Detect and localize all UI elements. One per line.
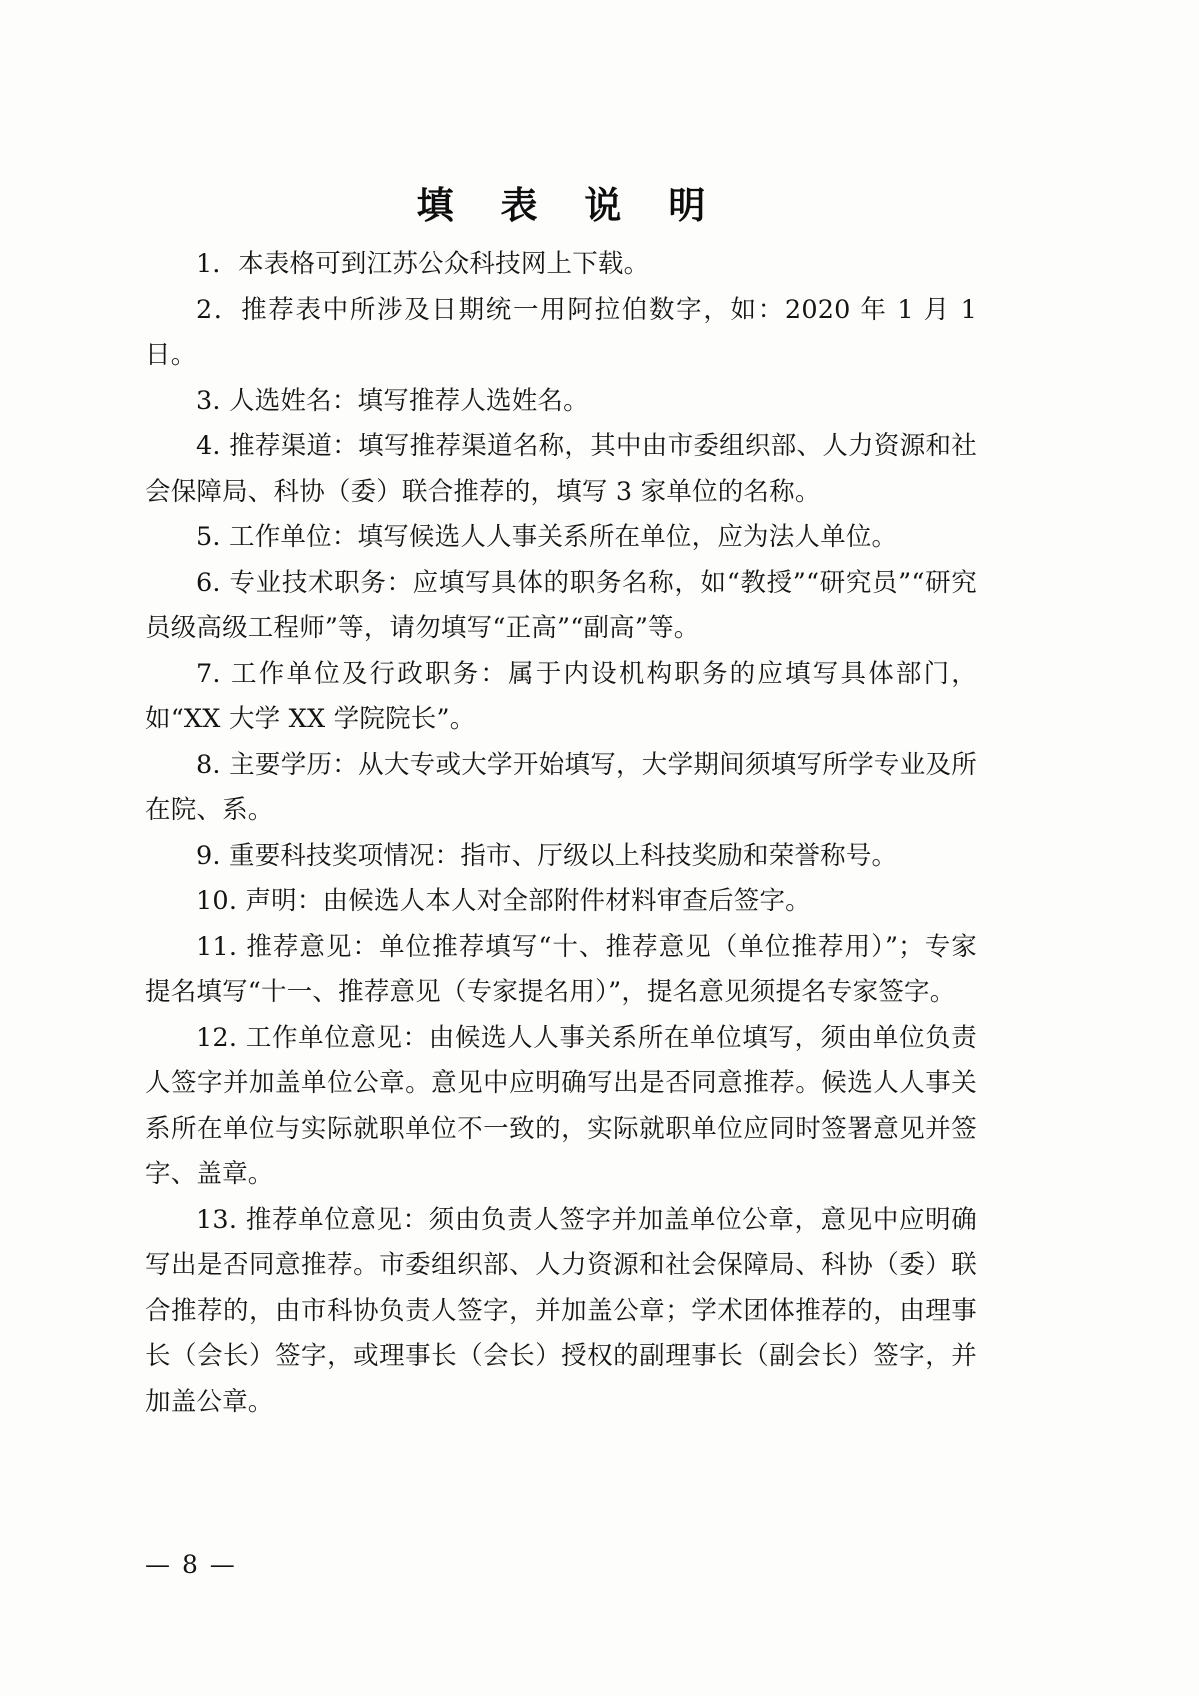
instruction-item-4: 4. 推荐渠道：填写推荐渠道名称，其中由市委组织部、人力资源和社会保障局、科协（委）联合推荐的，填写 3 家单位的名称。 [145, 431, 977, 507]
page-number: — 8 — [145, 1550, 237, 1579]
instruction-item-13: 13. 推荐单位意见：须由负责人签字并加盖单位公章，意见中应明确写出是否同意推荐。市委组织部、人力资源和社会保障局、科协（委）联合推荐的，由市科协负责人签字，并加盖公章；学术团体推荐的，由理事长（会长）签字，或理事长（会长）授权的副理事长（副会长）签字，并加盖公章。 [145, 1204, 977, 1417]
instruction-item-11: 11. 推荐意见：单位推荐填写“十、推荐意见（单位推荐用）”；专家提名填写“十一、推荐意见（专家提名用）”，提名意见须提名专家签字。 [145, 931, 977, 1008]
instruction-item-7: 7. 工作单位及行政职务：属于内设机构职务的应填写具体部门，如“XX 大学 XX 学院院长”。 [145, 658, 977, 735]
page-title: 填 表 说 明 [416, 183, 723, 227]
document-body [145, 182, 977, 1425]
instruction-item-5: 5. 工作单位：填写候选人人事关系所在单位，应为法人单位。 [196, 522, 898, 553]
instruction-item-8: 8. 主要学历：从大专或大学开始填写，大学期间须填写所学专业及所在院、系。 [145, 749, 977, 826]
instruction-item-6: 6. 专业技术职务：应填写具体的职务名称，如“教授”“研究员”“研究员级高级工程师”等，请勿填写“正高”“副高”等。 [145, 567, 977, 644]
instruction-item-9: 9. 重要科技奖项情况：指市、厅级以上科技奖励和荣誉称号。 [196, 840, 898, 871]
instruction-item-10: 10. 声明：由候选人本人对全部附件材料审查后签字。 [196, 886, 811, 917]
instruction-item-3: 3. 人选姓名：填写推荐人选姓名。 [196, 385, 589, 416]
instruction-item-2: 2．推荐表中所涉及日期统一用阿拉伯数字，如：2020 年 1 月 1 日。 [145, 294, 977, 371]
instruction-item-1: 1．本表格可到江苏公众科技网上下载。 [196, 249, 650, 280]
instruction-item-12: 12. 工作单位意见：由候选人人事关系所在单位填写，须由单位负责人签字并加盖单位公章。意见中应明确写出是否同意推荐。候选人人事关系所在单位与实际就职单位不一致的，实际就职单位应同时签署意见并签字、盖章。 [145, 1022, 977, 1190]
